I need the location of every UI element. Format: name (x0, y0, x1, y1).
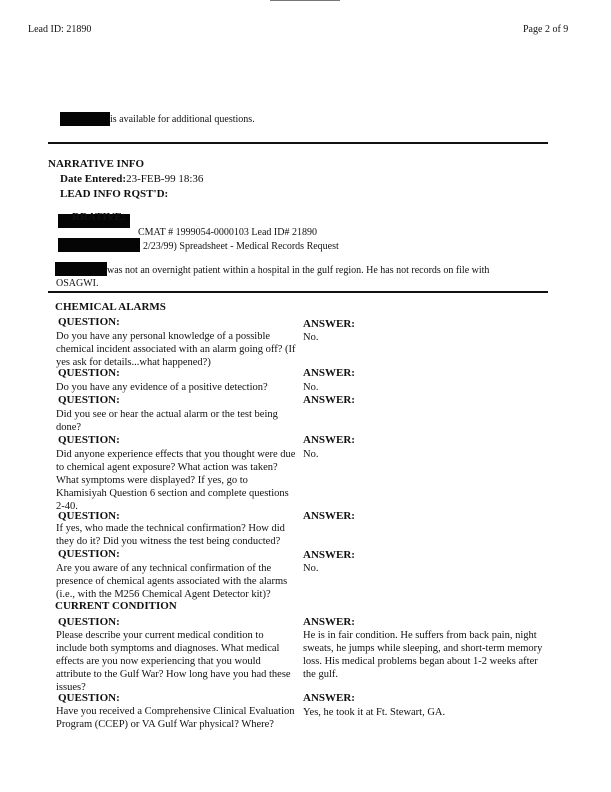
question-label: QUESTION: (58, 434, 120, 446)
question-label: QUESTION: (58, 692, 120, 704)
answer-label: ANSWER: (303, 367, 355, 379)
answer-label: ANSWER: (303, 616, 355, 628)
question-label: QUESTION: (58, 548, 120, 560)
narrative-info-heading: NARRATIVE INFO (48, 158, 145, 170)
narrative-body-line2: OSAGWI. (56, 278, 99, 289)
question-text: If yes, who made the technical confirmation? How did they do it? Did you witness the test being conducted? (56, 523, 285, 547)
question-text: Are you aware of any technical confirmation of the presence of chemical agents associated with the alarms (i.e., with the M256 Chemical Agent Detector kit)? (56, 563, 288, 600)
date-entered-value: 23-FEB-99 18:36 (126, 173, 204, 185)
section-current-condition: CURRENT CONDITION (55, 600, 177, 612)
lead-id-header: Lead ID: 21890 (28, 24, 92, 35)
top-scan-mark (270, 0, 340, 1)
question-label: QUESTION: (58, 316, 120, 328)
divider (48, 142, 548, 144)
question-text: Do you have any personal knowledge of a possible chemical incident associated with an alarm going off? (If yes ask for details...what happened?) (56, 331, 296, 368)
answer-text: No. (303, 382, 319, 393)
question-label: QUESTION: (58, 367, 120, 379)
question-text: Did anyone experience effects that you thought were due to chemical agent exposure? What action was taken? What symptoms were displayed? If yes, go to Khamisiyah Question 6 section and complete questions 2-40. (56, 449, 296, 512)
lead-info-rqst-label: LEAD INFO RQST'D: (60, 188, 169, 200)
question-text: Please describe your current medical condition to include both symptoms and diagnoses. What medical effects are you now experiencing that you would attribute to the Gulf War? How long have you had these issues? (56, 630, 291, 693)
page-number: Page 2 of 9 (523, 24, 569, 35)
redaction-block (60, 112, 110, 126)
answer-label: ANSWER: (303, 434, 355, 446)
spreadsheet-line: 2/23/99) Spreadsheet - Medical Records Request (143, 241, 339, 252)
redaction-block (55, 262, 107, 276)
narrative-body-line1: was not an overnight patient within a hospital in the gulf region. He has not records on file with (107, 265, 490, 276)
answer-text: He is in fair condition. He suffers from back pain, night sweats, he jumps while sleeping, and short-term memory loss. His medical problems began about 1-2 weeks after the gulf. (303, 630, 543, 680)
redaction-block (58, 238, 140, 252)
question-label: QUESTION: (58, 394, 120, 406)
section-chemical-alarms: CHEMICAL ALARMS (55, 301, 166, 313)
narrative-label: RRATIVE: (72, 211, 126, 223)
availability-text: is available for additional questions. (110, 114, 255, 125)
divider (48, 291, 548, 293)
date-entered (60, 173, 203, 186)
question-text: Do you have any evidence of a positive detection? (56, 382, 268, 393)
answer-label: ANSWER: (303, 692, 355, 704)
answer-label: ANSWER: (303, 394, 355, 406)
question-text: Did you see or hear the actual alarm or the test being done? (56, 409, 278, 433)
answer-text: Yes, he took it at Ft. Stewart, GA. (303, 707, 446, 718)
answer-label: ANSWER: (303, 318, 355, 330)
answer-label: ANSWER: (303, 549, 355, 561)
question-text: Have you received a Comprehensive Clinical Evaluation Program (CCEP) or VA Gulf War physical? Where? (56, 706, 295, 730)
cmat-line: CMAT # 1999054-0000103 Lead ID# 21890 (138, 227, 317, 238)
answer-text: No. (303, 332, 319, 343)
question-label: QUESTION: (58, 616, 120, 628)
question-label: QUESTION: (58, 510, 120, 522)
date-entered-label: Date Entered: (60, 173, 127, 185)
answer-label: ANSWER: (303, 510, 355, 522)
answer-text: No. (303, 563, 319, 574)
answer-text: No. (303, 449, 319, 460)
